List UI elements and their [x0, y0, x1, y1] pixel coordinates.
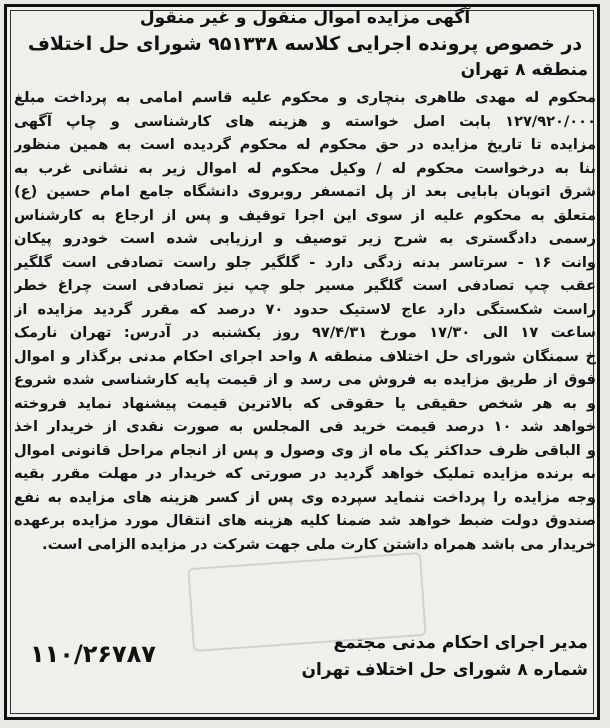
body-line: مزایده تا تاریخ مزایده در حق محکوم له محکوم گردیده است به همین منظور	[14, 136, 596, 153]
body-line: عقب چپ تصادفی است گلگیر مسیر جلو چپ نیز تصادفی است چراغ خطر	[14, 277, 596, 294]
body-line: وانت ۱۶ - سرتاسر بدنه زدگی دارد - گلگیر جلو راست تصادفی است گلگیر	[14, 253, 596, 271]
notice-body	[14, 86, 596, 556]
body-line: به برنده مزایده تملیک خواهد گردید در صورتی که خریدار در مهلت مقرر بقیه	[14, 465, 596, 482]
body-line: راست شکستگی دارد عاج لاستیک حدود ۷۰ درصد که مقرر گردید مزایده از	[14, 300, 596, 318]
body-line: صندوق دولت ضبط خواهد شد ضمنا کلیه هزینه های انتقال مورد مزایده برعهده	[14, 512, 596, 529]
signature-title: مدیر اجرای احکام مدنی مجتمع	[333, 633, 588, 653]
notice-title-district: منطقه ۸ تهران	[460, 60, 588, 80]
body-line: خواهد شد ۱۰ درصد قیمت خرید فی المجلس به صورت نقدی از خریدار اخذ	[14, 418, 596, 435]
body-line: متعلق به محکوم علیه از سوی این اجرا توقیف و پس از ارجاع به کارشناس	[14, 206, 596, 224]
body-line: ۱۲۷/۹۲۰/۰۰۰ بابت اصل خواسته و هزینه های کارشناسی و چاپ آگهی	[14, 112, 596, 130]
body-line: شرق اتوبان بابایی بعد از پل اتمسفر روبروی دانشگاه جامع امام حسین (ع)	[14, 183, 596, 200]
body-line: بنا به درخواست محکوم له / وکیل محکوم له اموال زیر به نشانی غرب به	[14, 159, 596, 177]
reference-code: ۱۱۰/۲۶۷۸۷	[30, 640, 156, 668]
body-line: خریدار می باشد همراه داشتن کارت ملی جهت شرکت در مزایده الزامی است.	[42, 535, 596, 553]
notice-title-case: در خصوص پرونده اجرایی کلاسه ۹۵۱۳۳۸ شورای حل اختلاف	[27, 33, 583, 55]
body-line: خ سمنگان شورای حل اختلاف منطقه ۸ واحد اجرای احکام مدنی برگذار و اموال	[14, 347, 596, 365]
body-line: و به هر شخص حقیقی یا حقوقی که بالاترین قیمت پیشنهاد نماید فروخته	[14, 394, 596, 412]
body-line: فوق از طریق مزایده به فروش می رسد و از قیمت پایه کارشناسی شده شروع	[14, 371, 596, 388]
body-line: رسمی دادگستری به شرح زیر توصیف و ارزیابی شده است خودرو پیکان	[14, 230, 596, 247]
body-line: و الباقی ظرف حداکثر یک ماه از وی وصول و پس از انجام مراحل قانونی اموال	[14, 441, 596, 459]
notice-title: آگهی مزایده اموال منقول و غیر منقول	[139, 8, 471, 28]
body-line: ساعت ۱۷ الی ۱۷/۳۰ مورخ ۹۷/۴/۳۱ روز یکشنبه در آدرس: تهران نارمک	[14, 324, 596, 341]
signature-office: شماره ۸ شورای حل اختلاف تهران	[301, 660, 588, 680]
body-line: محکوم له مهدی طاهری بنچاری و محکوم علیه قاسم امامی به پرداخت مبلغ	[14, 89, 596, 106]
body-line: وجه مزایده را پرداخت ننماید سپرده وی پس از کسر هزینه های مزایده به نفع	[14, 488, 596, 506]
